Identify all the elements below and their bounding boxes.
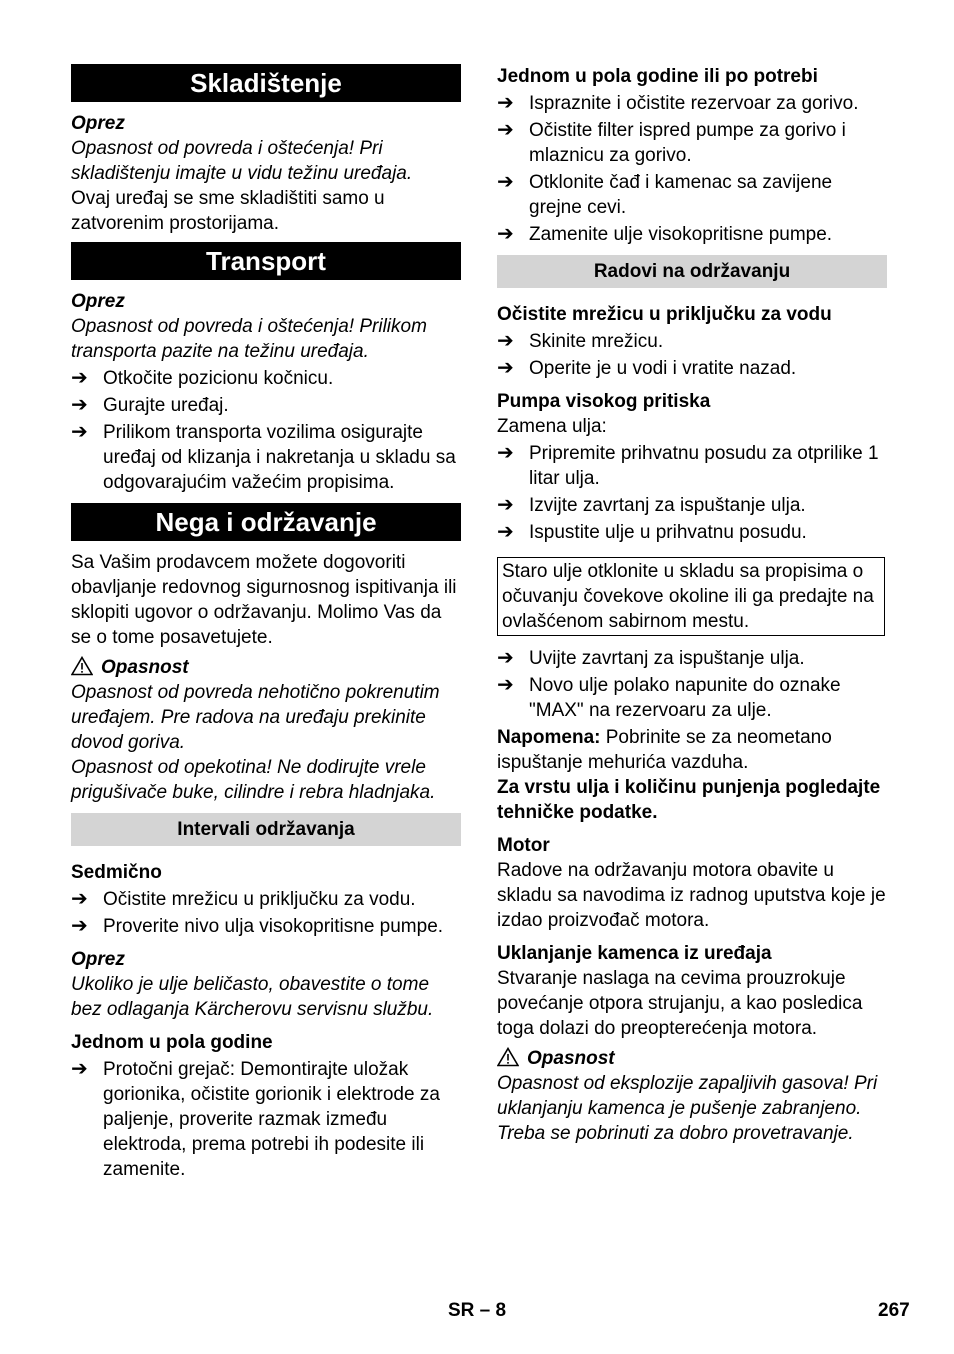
list-item: ➔ Skinite mrežicu.	[497, 330, 664, 352]
warning-triangle-icon	[497, 1047, 519, 1067]
halfyear-needed-heading: Jednom u pola godine ili po potrebi	[497, 66, 818, 87]
arrow-icon: ➔	[71, 367, 88, 389]
list-item: ➔ Ispustite ulje u prihvatnu posudu.	[497, 521, 807, 543]
right-column	[497, 64, 887, 1146]
oil-reference: Za vrstu ulja i količinu punjenja pogledajte tehničke podatke.	[497, 777, 881, 823]
warning-text: Opasnost od povreda i oštećenja! Pri skladištenju imajte u vidu težinu uređaja.	[71, 138, 413, 184]
list-item: ➔ Izvijte zavrtanj za ispuštanje ulja.	[497, 494, 806, 516]
left-column	[71, 64, 461, 1184]
heading-radovi: Radovi na održavanju	[497, 255, 887, 288]
heading-transport: Transport	[71, 242, 461, 280]
caution-label: Oprez	[71, 291, 125, 312]
list-item: ➔ Pripremite prihvatnu posudu za otprilike 1 litar ulja.	[497, 442, 879, 489]
motor-heading: Motor	[497, 835, 550, 856]
arrow-icon: ➔	[497, 119, 514, 141]
danger-label: Opasnost	[497, 1046, 887, 1071]
list-item: ➔ Uvijte zavrtanj za ispuštanje ulja.	[497, 647, 805, 669]
arrow-icon: ➔	[71, 915, 88, 937]
heading-skladistenje: Skladištenje	[71, 64, 461, 102]
list-item: ➔ Novo ulje polako napunite do oznake "MAX" na rezervoaru za ulje.	[497, 674, 841, 721]
transport-list	[71, 366, 461, 495]
list-item: ➔ Otkočite pozicionu kočnicu.	[71, 367, 334, 389]
arrow-icon: ➔	[71, 421, 88, 443]
arrow-icon: ➔	[497, 330, 514, 352]
danger-text: Opasnost od eksplozije zapaljivih gasova! Pri uklanjanju kamenca je pušenje zabranjeno. Treba se pobrinuti za dobro provetravanje.	[497, 1073, 878, 1144]
arrow-icon: ➔	[497, 223, 514, 245]
note-paragraph	[497, 725, 887, 775]
pumpa-list-1	[497, 441, 887, 545]
arrow-icon: ➔	[71, 888, 88, 910]
mrezica-list	[497, 329, 887, 381]
list-item: ➔ Otklonite čađ i kamenac sa zavijene grejne cevi.	[497, 171, 833, 218]
arrow-icon: ➔	[71, 394, 88, 416]
caution-label: Oprez	[71, 113, 125, 134]
weekly-list	[71, 887, 461, 939]
arrow-icon: ➔	[497, 494, 514, 516]
arrow-icon: ➔	[497, 357, 514, 379]
halfyear-list	[71, 1057, 461, 1182]
note-text: Pobrinite se za neometano ispuštanje mehurića vazduha.	[497, 727, 832, 773]
list-item: ➔ Protočni grejač: Demontirajte uložak gorionika, očistite gorionik i elektrode za paljenje, proverite razmak između elektroda, prema potrebi ih podesite ili zamenite.	[71, 1058, 440, 1180]
list-item: ➔ Očistite filter ispred pumpe za gorivo i mlaznicu za gorivo.	[497, 119, 846, 166]
danger-text: Opasnost od opekotina! Ne dodirujte vrele prigušivače buke, cilindre i rebra hladnjaka.	[71, 757, 436, 803]
danger-text: Opasnost od povreda nehotično pokrenutim uređajem. Pre radova na uređaju prekinite dovod goriva.	[71, 682, 440, 753]
pumpa-heading: Pumpa visokog pritiska	[497, 391, 711, 412]
list-item: ➔ Prilikom transporta vozilima osigurajte uređaj od klizanja i nakretanja u skladu sa odgovarajućim važećim propisima.	[71, 421, 456, 493]
body-text: Ovaj uređaj se sme skladištiti samo u zatvorenim prostorijama.	[71, 188, 385, 234]
kamenac-heading: Uklanjanje kamenca iz uređaja	[497, 943, 772, 964]
weekly-heading: Sedmično	[71, 862, 162, 883]
mrezica-heading: Očistite mrežicu u priključku za vodu	[497, 304, 832, 325]
list-item: ➔ Ispraznite i očistite rezervoar za gorivo.	[497, 92, 859, 114]
pumpa-list-2	[497, 646, 887, 723]
page-number: 267	[878, 1300, 910, 1321]
motor-text: Radove na održavanju motora obavite u skladu sa navodima iz radnog uputstva koje je izdao proizvođač motora.	[497, 860, 886, 931]
halfyear-heading: Jednom u pola godine	[71, 1032, 273, 1053]
arrow-icon: ➔	[71, 1058, 88, 1080]
kamenac-text: Stvaranje naslaga na cevima prouzrokuje povećanje otpora strujanju, a kao posledica toga dolazi do preopterećenja motora.	[497, 968, 863, 1039]
body-text: Sa Vašim prodavcem možete dogovoriti obavljanje redovnog sigurnosnog ispitivanja ili sklopiti ugovor o održavanju. Molimo Vas da se o tome posavetujete.	[71, 552, 457, 648]
halfyear-needed-list	[497, 91, 887, 247]
arrow-icon: ➔	[497, 674, 514, 696]
section-label: SR – 8	[448, 1300, 507, 1321]
heading-intervali: Intervali održavanja	[71, 813, 461, 846]
arrow-icon: ➔	[497, 647, 514, 669]
list-item: ➔ Zamenite ulje visokopritisne pumpe.	[497, 223, 833, 245]
arrow-icon: ➔	[497, 521, 514, 543]
list-item: ➔ Operite je u vodi i vratite nazad.	[497, 357, 797, 379]
arrow-icon: ➔	[497, 92, 514, 114]
environment-note-box: Staro ulje otklonite u skladu sa propisima o očuvanju čovekove okoline ili ga predajte na ovlašćenom sabirnom mestu.	[497, 557, 885, 636]
heading-nega: Nega i održavanje	[71, 503, 461, 541]
list-item: ➔ Proverite nivo ulja visokopritisne pumpe.	[71, 915, 444, 937]
arrow-icon: ➔	[497, 442, 514, 464]
warning-text: Opasnost od povreda i oštećenja! Prilikom transporta pazite na težinu uređaja.	[71, 316, 427, 362]
caution-label: Oprez	[71, 949, 125, 970]
arrow-icon: ➔	[497, 171, 514, 193]
list-item: ➔ Gurajte uređaj.	[71, 394, 229, 416]
danger-label: Opasnost	[71, 655, 461, 680]
pumpa-subheading: Zamena ulja:	[497, 416, 607, 437]
caution-text: Ukoliko je ulje beličasto, obavestite o tome bez odlaganja Kärcherovu servisnu službu.	[71, 974, 434, 1020]
list-item: ➔ Očistite mrežicu u priključku za vodu.	[71, 888, 416, 910]
warning-triangle-icon	[71, 656, 93, 676]
note-label: Napomena:	[497, 727, 601, 748]
